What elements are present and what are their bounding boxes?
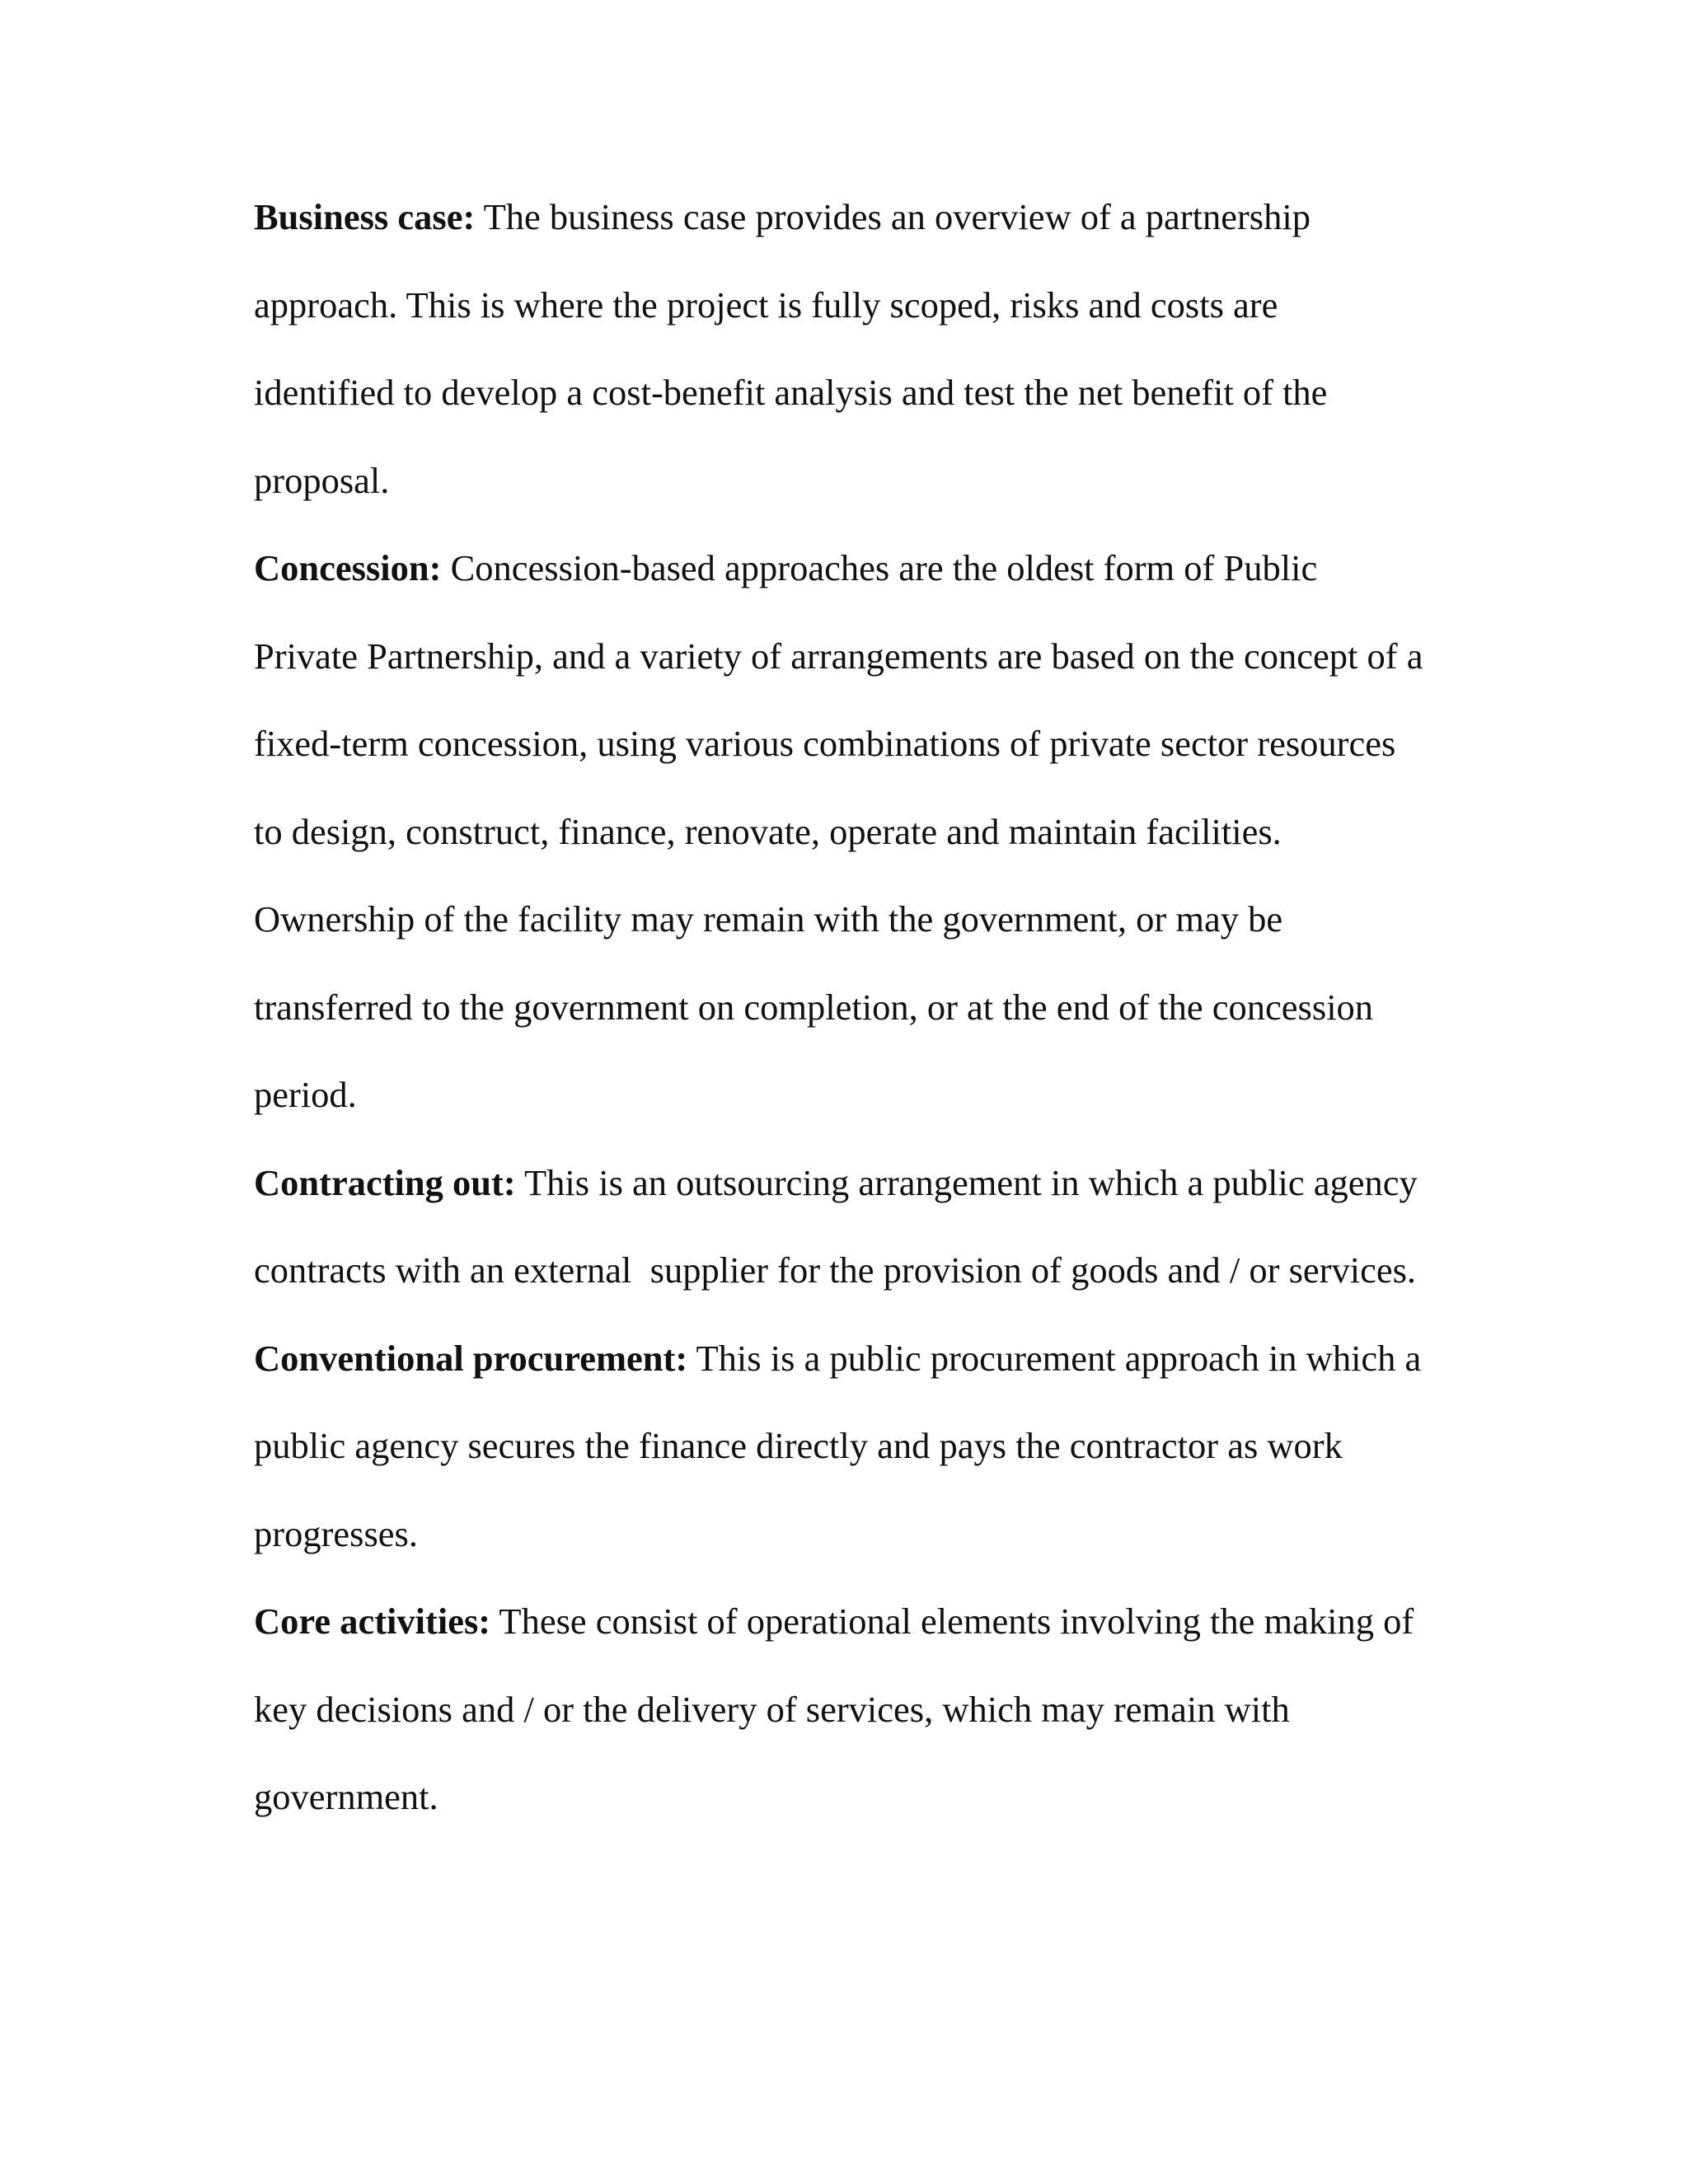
definition-line: progresses. — [254, 1512, 418, 1554]
glossary-term: Concession: — [254, 547, 442, 588]
definition-line: proposal. — [254, 459, 390, 501]
glossary-term: Conventional procurement: — [254, 1337, 688, 1379]
definition-line: Private Partnership, and a variety of arrangements are based on the concept of a — [254, 635, 1423, 677]
glossary-body — [254, 188, 1490, 1856]
glossary-entry-concession — [254, 539, 1490, 1154]
glossary-term: Contracting out: — [254, 1161, 516, 1203]
glossary-term: Business case: — [254, 196, 476, 237]
definition-line: to design, construct, finance, renovate, operate and maintain facilities. — [254, 810, 1282, 852]
entry-line — [254, 1329, 1490, 1418]
definition-line: key decisions and / or the delivery of services, which may remain with — [254, 1688, 1290, 1730]
definition-line: transferred to the government on completion, or at the end of the concession — [254, 986, 1374, 1028]
definition-line: period. — [254, 1074, 357, 1115]
glossary-entry-contracting-out — [254, 1154, 1490, 1329]
entry-line — [254, 1592, 1490, 1680]
glossary-term: Core activities: — [254, 1601, 491, 1642]
glossary-entry-core-activities — [254, 1592, 1490, 1856]
glossary-entry-conventional-procurement — [254, 1329, 1490, 1593]
entry-line — [254, 539, 1490, 627]
definition-text: This is a public procurement approach in which a — [687, 1337, 1422, 1379]
definition-text: This is an outsourcing arrangement in which a public agency — [515, 1161, 1418, 1203]
definition-line: Ownership of the facility may remain with the government, or may be — [254, 898, 1283, 940]
definition-line: government. — [254, 1776, 438, 1817]
entry-line — [254, 188, 1490, 276]
definition-text: The business case provides an overview of a partnership — [475, 196, 1311, 237]
definition-line: identified to develop a cost-benefit analysis and test the net benefit of the — [254, 372, 1328, 413]
definition-line: approach. This is where the project is fully scoped, risks and costs are — [254, 284, 1278, 326]
definition-text: Concession-based approaches are the oldest form of Public — [441, 547, 1318, 588]
definition-line: fixed-term concession, using various combinations of private sector resources — [254, 723, 1396, 764]
definition-line: public agency secures the finance directly and pays the contractor as work — [254, 1425, 1343, 1466]
glossary-entry-business-case — [254, 188, 1490, 539]
entry-line — [254, 1154, 1490, 1242]
definition-line: contracts with an external supplier for the provision of goods and / or services. — [254, 1249, 1417, 1291]
definition-text: These consist of operational elements involving the making of — [490, 1601, 1414, 1642]
